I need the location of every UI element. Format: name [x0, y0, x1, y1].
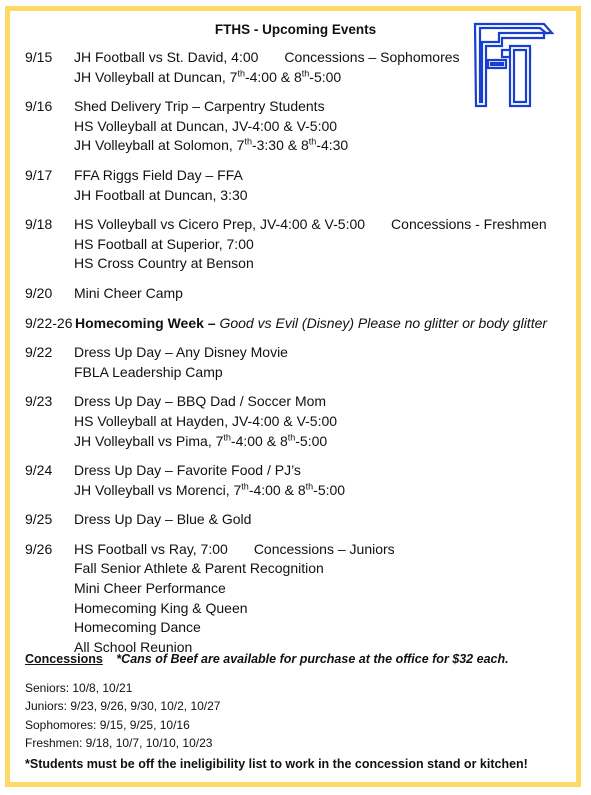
event-line	[74, 254, 575, 274]
concessions-heading: Concessions	[25, 652, 103, 666]
event-text: Dress Up Day – Blue & Gold	[74, 511, 252, 528]
event-line	[74, 618, 575, 638]
event-text: HS Football at Superior, 7:00	[74, 235, 254, 252]
event-text: Shed Delivery Trip – Carpentry Students	[74, 98, 325, 115]
event-text: Dress Up Day – Favorite Food / PJ’s	[74, 462, 301, 479]
event-line	[74, 599, 575, 619]
concession-assignment: Concessions – Juniors	[253, 540, 395, 557]
event-line	[74, 215, 575, 235]
event-line	[74, 48, 575, 68]
event-date: 9/20	[25, 284, 53, 301]
event-text: FBLA Leadership Camp	[74, 363, 223, 380]
footer-note: *Students must be off the ineligibility list to work in the concession stand or kitchen!	[25, 757, 528, 771]
event-text: HS Cross Country at Benson	[74, 255, 254, 272]
event-line	[74, 363, 575, 383]
event-row	[25, 48, 575, 87]
event-text: Homecoming King & Queen	[74, 599, 248, 616]
event-date: 9/16	[25, 98, 53, 115]
event-date: 9/17	[25, 166, 53, 183]
homecoming-heading: Homecoming Week –	[75, 314, 216, 331]
event-date: 9/25	[25, 511, 53, 528]
event-line	[74, 235, 575, 255]
event-date: 9/15	[25, 49, 53, 65]
event-line	[74, 412, 575, 432]
event-line	[74, 510, 575, 530]
event-text: All School Reunion	[74, 638, 193, 655]
event-text: Mini Cheer Camp	[74, 284, 183, 301]
event-line	[74, 392, 575, 412]
event-date: 9/22	[25, 344, 53, 361]
event-line	[74, 559, 575, 579]
event-text: Dress Up Day – BBQ Dad / Soccer Mom	[74, 393, 327, 410]
homecoming-theme: Good vs Evil (Disney) Please no glitter or body glitter	[219, 314, 548, 331]
event-line	[74, 284, 575, 304]
event-line	[74, 540, 575, 560]
event-date: 9/26	[25, 540, 53, 557]
event-text: HS Football vs Ray, 7:00	[74, 540, 228, 557]
event-row	[25, 510, 575, 530]
event-row	[25, 166, 575, 205]
event-date: 9/24	[25, 462, 53, 479]
event-text: JH Football at Duncan, 3:30	[74, 186, 248, 203]
event-text: Mini Cheer Performance	[74, 580, 226, 597]
event-text: FFA Riggs Field Day – FFA	[74, 166, 243, 183]
event-row	[25, 97, 575, 156]
event-line	[74, 117, 575, 137]
event-row	[25, 540, 575, 658]
event-text: Fall Senior Athlete & Parent Recognition	[74, 560, 324, 577]
event-date: 9/23	[25, 393, 53, 410]
event-row	[25, 343, 575, 382]
event-line	[74, 461, 575, 481]
event-row	[25, 392, 575, 451]
event-line	[74, 579, 575, 599]
event-line	[74, 343, 575, 363]
concessions-header	[25, 652, 575, 666]
event-line	[74, 186, 575, 206]
schedule-line: Juniors: 9/23, 9/26, 9/30, 10/2, 10/27	[25, 699, 221, 714]
schedule-line: Freshmen: 9/18, 10/7, 10/10, 10/23	[25, 735, 213, 750]
event-line: JH Volleyball vs Pima, 7th-4:00 & 8th-5:00	[74, 431, 328, 449]
event-text: Dress Up Day – Any Disney Movie	[74, 344, 288, 361]
event-line: JH Volleyball at Duncan, 7th-4:00 & 8th-5:00	[74, 67, 342, 85]
concession-assignment: Concessions – Sophomores	[284, 49, 460, 65]
event-row	[25, 284, 575, 304]
schedule-line: Sophomores: 9/15, 9/25, 10/16	[25, 717, 190, 732]
event-line	[74, 97, 575, 117]
events-list	[25, 48, 575, 667]
event-text: Homecoming Dance	[74, 619, 201, 636]
event-text: HS Volleyball vs Cicero Prep, JV-4:00 & V-5:00	[74, 216, 366, 233]
concession-assignment: Concessions - Freshmen	[391, 216, 547, 233]
event-date: 9/22-26	[25, 314, 73, 331]
page-title: FTHS - Upcoming Events	[214, 22, 377, 37]
event-line: JH Volleyball vs Morenci, 7th-4:00 & 8th-5:00	[74, 481, 346, 498]
schedule-line: Seniors: 10/8, 10/21	[25, 681, 133, 695]
concessions-schedule	[25, 679, 220, 752]
event-row	[25, 461, 575, 500]
concessions-promo: *Cans of Beef are available for purchase at the office for $32 each.	[116, 652, 509, 666]
event-row	[25, 215, 575, 274]
event-line: JH Volleyball at Solomon, 7th-3:30 & 8th-4:30	[74, 136, 349, 154]
homecoming-week-row	[25, 314, 575, 334]
event-text: HS Volleyball at Duncan, JV-4:00 & V-5:00	[74, 117, 338, 134]
event-text: JH Football vs St. David, 4:00	[74, 49, 259, 65]
event-line	[74, 166, 575, 186]
event-text: HS Volleyball at Hayden, JV-4:00 & V-5:00	[74, 412, 338, 429]
event-date: 9/18	[25, 216, 53, 233]
